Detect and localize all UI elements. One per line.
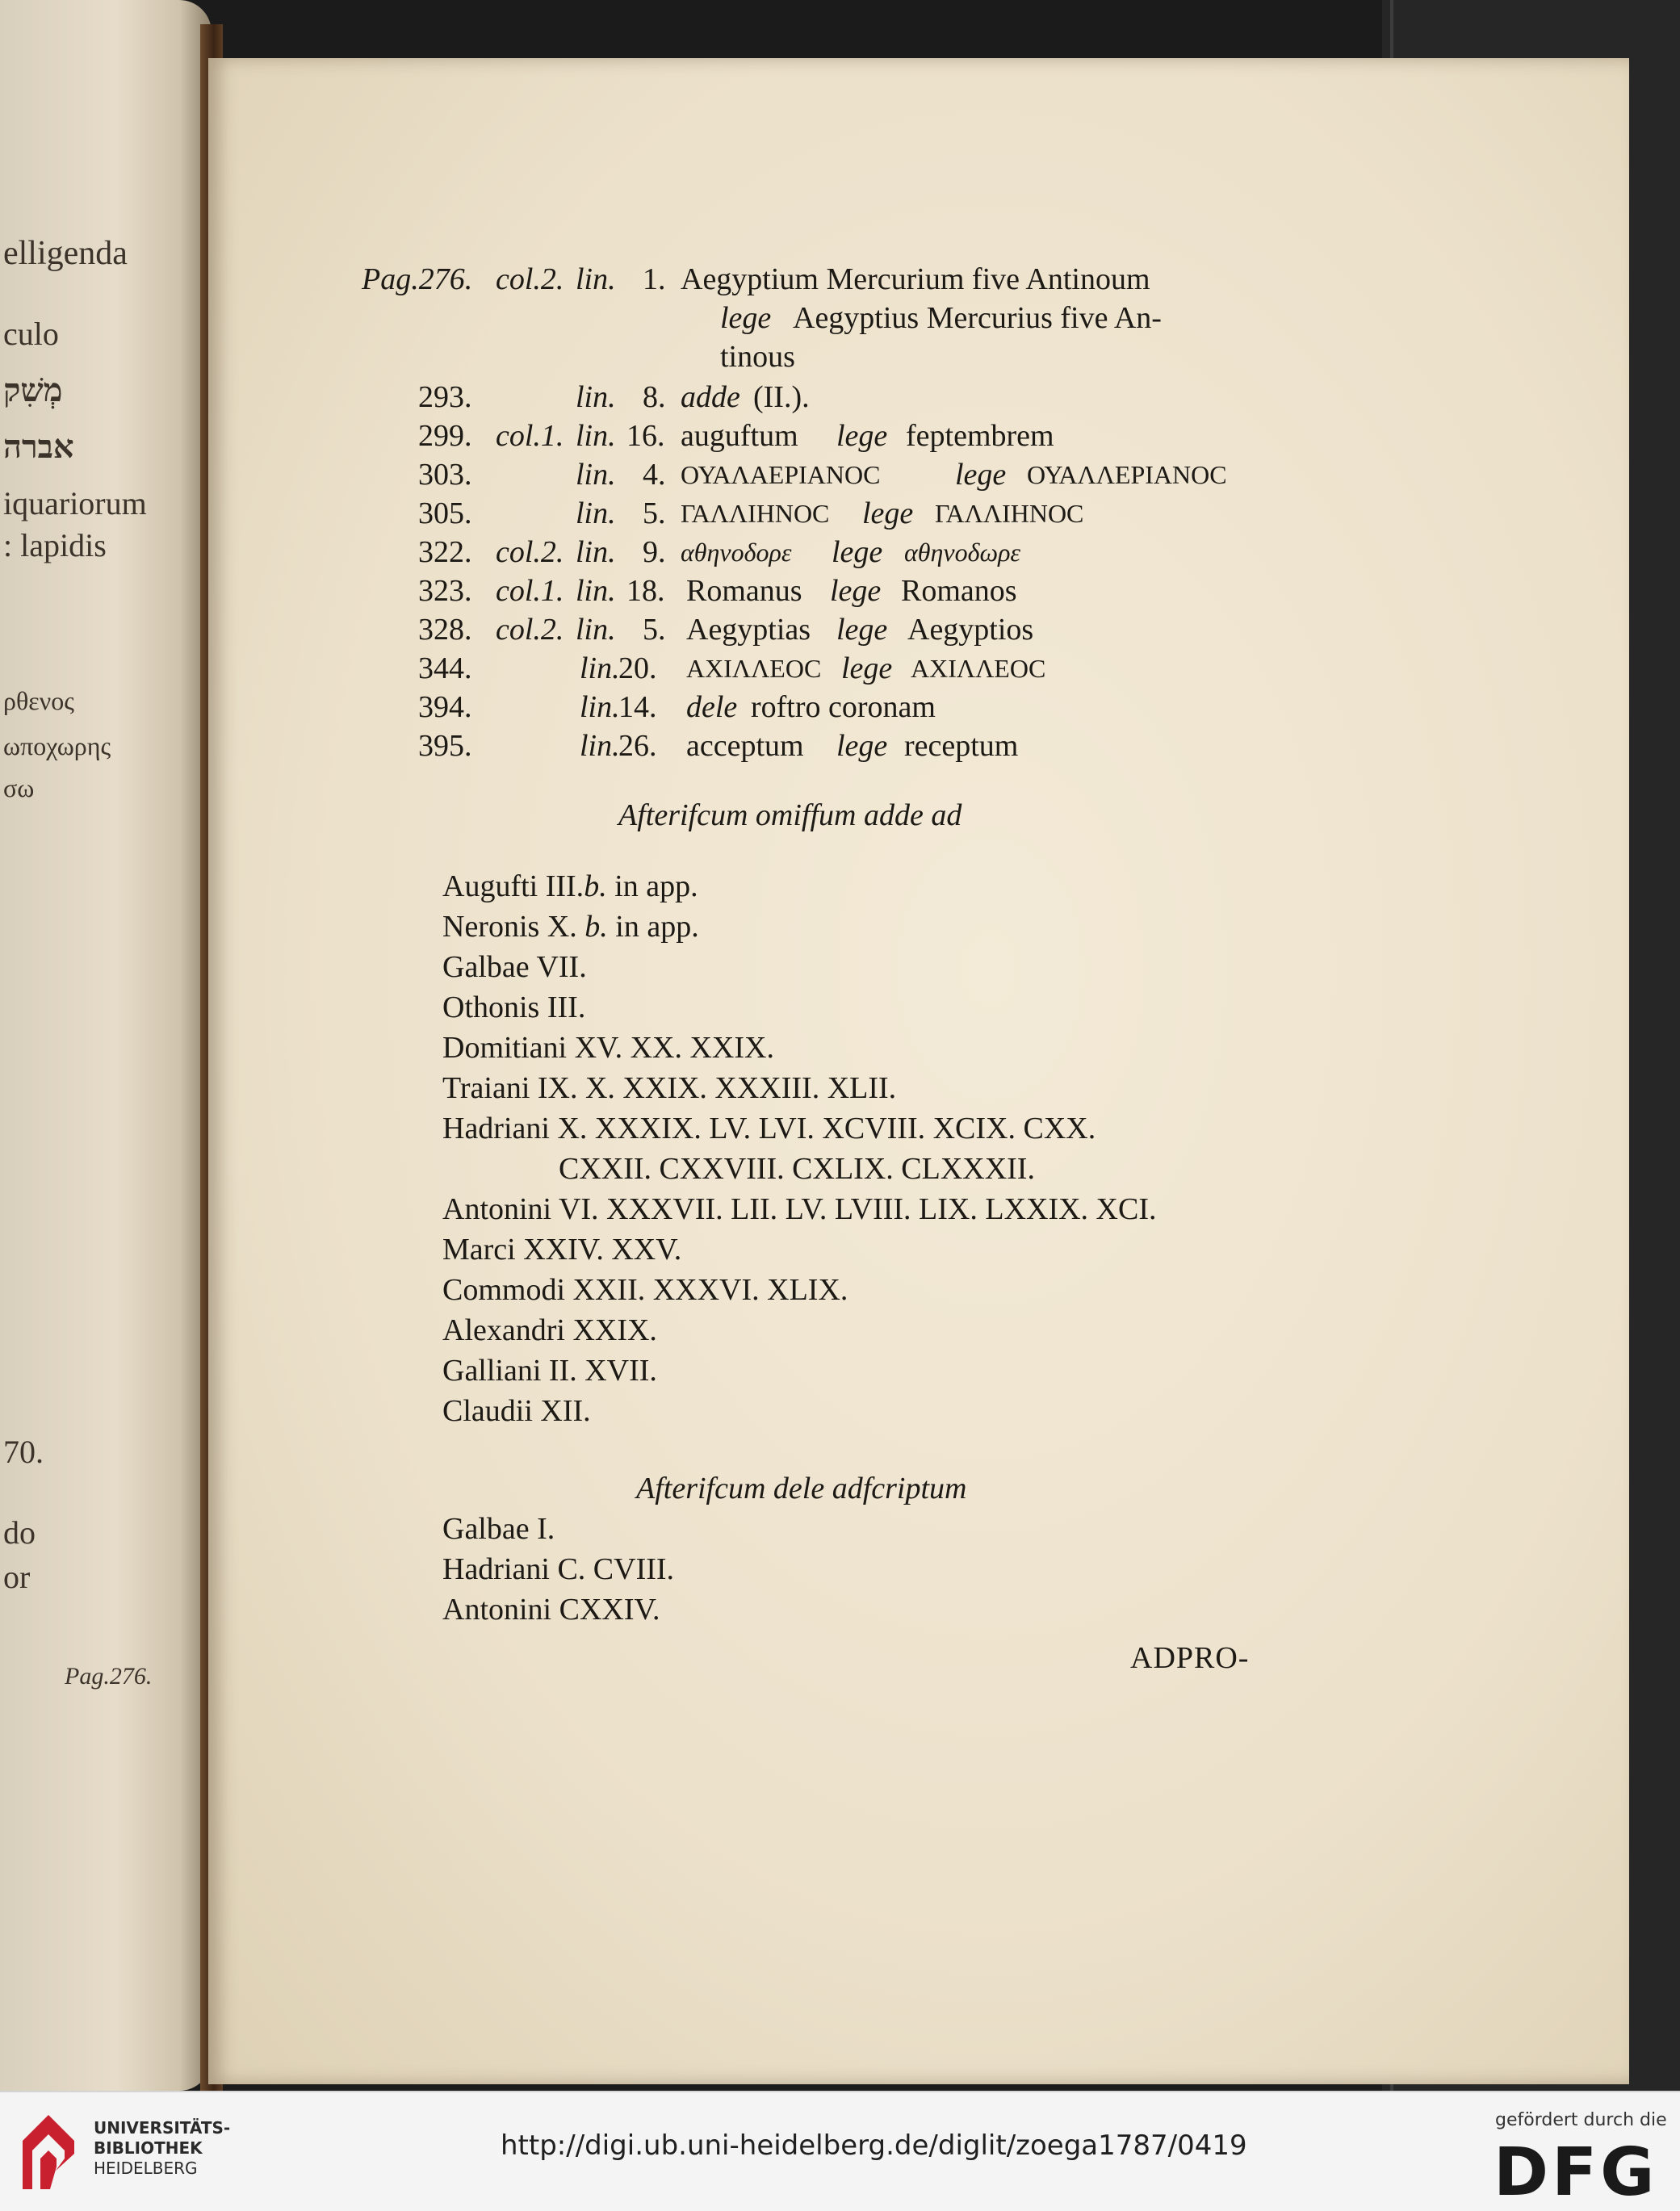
list-item: Neronis X. b. in app. xyxy=(442,910,699,944)
errata-text: ΟΥΑΛΑΕΡΙΑΝΟC xyxy=(681,460,881,489)
left-fragment: מְשִׁק xyxy=(3,372,63,408)
list-item: Alexandri XXIX. xyxy=(442,1313,657,1347)
left-fragment: or xyxy=(3,1559,31,1595)
viewer-footer xyxy=(0,2091,1680,2211)
instruction-word: adde xyxy=(681,380,740,414)
list-item: Hadriani C. CVIII. xyxy=(442,1552,675,1586)
line-number: 5. xyxy=(643,613,666,647)
correction-text: αθηνοδωρε xyxy=(904,538,1021,567)
correction-continued: tinous xyxy=(720,340,795,374)
page-ref: 293. xyxy=(418,380,472,414)
line-label: lin. xyxy=(576,380,616,414)
left-fragment: ωποχωρης xyxy=(3,731,111,760)
errata-text: Aegyptium Mercurium five Antinoum xyxy=(681,262,1150,296)
page-ref: 394. xyxy=(418,690,472,724)
lege-label: lege xyxy=(955,458,1007,492)
line-number: 20. xyxy=(618,651,657,685)
line-label: lin. xyxy=(576,574,616,608)
line-label: lin. xyxy=(576,262,616,296)
list-item: Commodi XXII. XXXVI. XLIX. xyxy=(442,1273,848,1307)
errata-text: acceptum xyxy=(686,729,804,763)
dfg-logo[interactable]: DFG xyxy=(1494,2134,1658,2211)
instruction-word: dele xyxy=(686,690,738,724)
page-ref: 303. xyxy=(418,458,472,492)
list-item: Othonis III. xyxy=(442,990,586,1024)
lege-label: lege xyxy=(832,535,883,569)
lege-label: lege xyxy=(836,419,888,453)
list-item: Augufti III.b. in app. xyxy=(442,869,698,903)
page-ref: 323. xyxy=(418,574,472,608)
col-ref: col.1. xyxy=(496,574,564,608)
errata-text: αθηνοδορε xyxy=(681,538,792,567)
left-fragment: אברה xyxy=(3,429,74,465)
line-label: lin. xyxy=(576,496,616,530)
line-label: lin. xyxy=(576,458,616,492)
page-ref: 344. xyxy=(418,651,472,685)
lege-label: lege xyxy=(841,651,893,685)
correction-text: Aegyptius Mercurius five An- xyxy=(793,301,1162,335)
line-number: 5. xyxy=(643,496,666,530)
page-ref: 395. xyxy=(418,729,472,763)
line-number: 18. xyxy=(626,574,665,608)
line-label: lin. xyxy=(580,651,620,685)
col-ref: col.2. xyxy=(496,613,564,647)
list-item: Claudii XII. xyxy=(442,1394,591,1428)
line-number: 26. xyxy=(618,729,657,763)
list-item: Traiani IX. X. XXIX. XXXIII. XLII. xyxy=(442,1071,897,1105)
left-fragment: : lapidis xyxy=(3,527,107,563)
errata-text: Aegyptias xyxy=(686,613,811,647)
section-heading: Afterifcum dele adfcriptum xyxy=(636,1472,967,1505)
page-ref: 305. xyxy=(418,496,472,530)
lege-label: lege xyxy=(836,613,888,647)
list-item: Marci XXIV. XXV. xyxy=(442,1233,682,1267)
section-heading: Afterifcum omiffum adde ad xyxy=(618,798,962,832)
errata-text: ΑΧΙΛΛΕΟC xyxy=(686,654,822,683)
permalink-url[interactable]: http://digi.ub.uni-heidelberg.de/diglit/zoega1787/0419 xyxy=(501,2129,1247,2162)
line-number: 14. xyxy=(618,690,657,724)
library-name: UNIVERSITÄTS- BIBLIOTHEK HEIDELBERG xyxy=(94,2118,231,2178)
list-item: Galbae I. xyxy=(442,1512,555,1546)
correction-text: Aegyptios xyxy=(907,613,1034,647)
line-label: lin. xyxy=(576,535,616,569)
list-item: Antonini VI. XXXVII. LII. LV. LVIII. LIX. LXXIX. XCI. xyxy=(442,1192,1157,1226)
lege-label: lege xyxy=(836,729,888,763)
line-label: lin. xyxy=(576,419,616,453)
page-ref: Pag.276. xyxy=(362,262,473,296)
university-library-logo-icon[interactable] xyxy=(18,2108,79,2197)
col-ref: col.2. xyxy=(496,535,564,569)
correction-text: ΟΥΑΛΛΕΡΙΑΝΟC xyxy=(1027,460,1227,489)
funding-note: gefördert durch die xyxy=(1495,2110,1667,2130)
errata-text: ΓΑΛΛΙΗΝΟC xyxy=(681,499,830,528)
line-label: lin. xyxy=(580,690,620,724)
line-number: 9. xyxy=(643,535,666,569)
catchword: ADPRO- xyxy=(1130,1641,1250,1675)
list-item: Domitiani XV. XX. XXIX. xyxy=(442,1031,774,1065)
col-ref: col.1. xyxy=(496,419,564,453)
left-fragment: σω xyxy=(3,773,35,802)
main-page xyxy=(208,58,1629,2084)
line-label: lin. xyxy=(576,613,616,647)
page-ref: 322. xyxy=(418,535,472,569)
left-fragment: 70. xyxy=(3,1434,44,1470)
errata-text: auguftum xyxy=(681,419,798,453)
line-number: 8. xyxy=(643,380,666,414)
list-item: Antonini CXXIV. xyxy=(442,1593,660,1627)
correction-text: feptembrem xyxy=(906,419,1054,453)
errata-text: (II.). xyxy=(753,380,810,414)
page-ref: 299. xyxy=(418,419,472,453)
left-fragment: ρθενος xyxy=(3,686,74,715)
line-number: 4. xyxy=(643,458,666,492)
errata-text: Romanus xyxy=(686,574,802,608)
errata-text: roftro coronam xyxy=(751,690,936,724)
col-ref: col.2. xyxy=(496,262,564,296)
list-item: Galliani II. XVII. xyxy=(442,1354,657,1388)
list-item-continued: CXXII. CXXVIII. CXLIX. CLXXXII. xyxy=(559,1152,1035,1186)
left-fragment: iquariorum xyxy=(3,485,147,521)
facing-page-left xyxy=(0,0,212,2091)
lege-label: lege xyxy=(862,496,914,530)
line-number: 1. xyxy=(643,262,666,296)
correction-text: ΓΑΛΛΙΗΝΟC xyxy=(935,499,1084,528)
lege-label: lege xyxy=(720,301,772,335)
correction-text: receptum xyxy=(904,729,1019,763)
left-fragment: elligenda xyxy=(3,235,128,272)
left-fragment: do xyxy=(3,1514,36,1551)
lege-label: lege xyxy=(830,574,882,608)
left-fragment: Pag.276. xyxy=(65,1663,153,1690)
left-fragment: culo xyxy=(3,316,59,352)
page-ref: 328. xyxy=(418,613,472,647)
list-item: Hadriani X. XXXIX. LV. LVI. XCVIII. XCIX. CXX. xyxy=(442,1112,1096,1145)
correction-text: Romanos xyxy=(901,574,1017,608)
line-number: 16. xyxy=(626,419,665,453)
correction-text: ΑΧΙΛΛΕΟC xyxy=(911,654,1046,683)
list-item: Galbae VII. xyxy=(442,950,587,984)
line-label: lin. xyxy=(580,729,620,763)
